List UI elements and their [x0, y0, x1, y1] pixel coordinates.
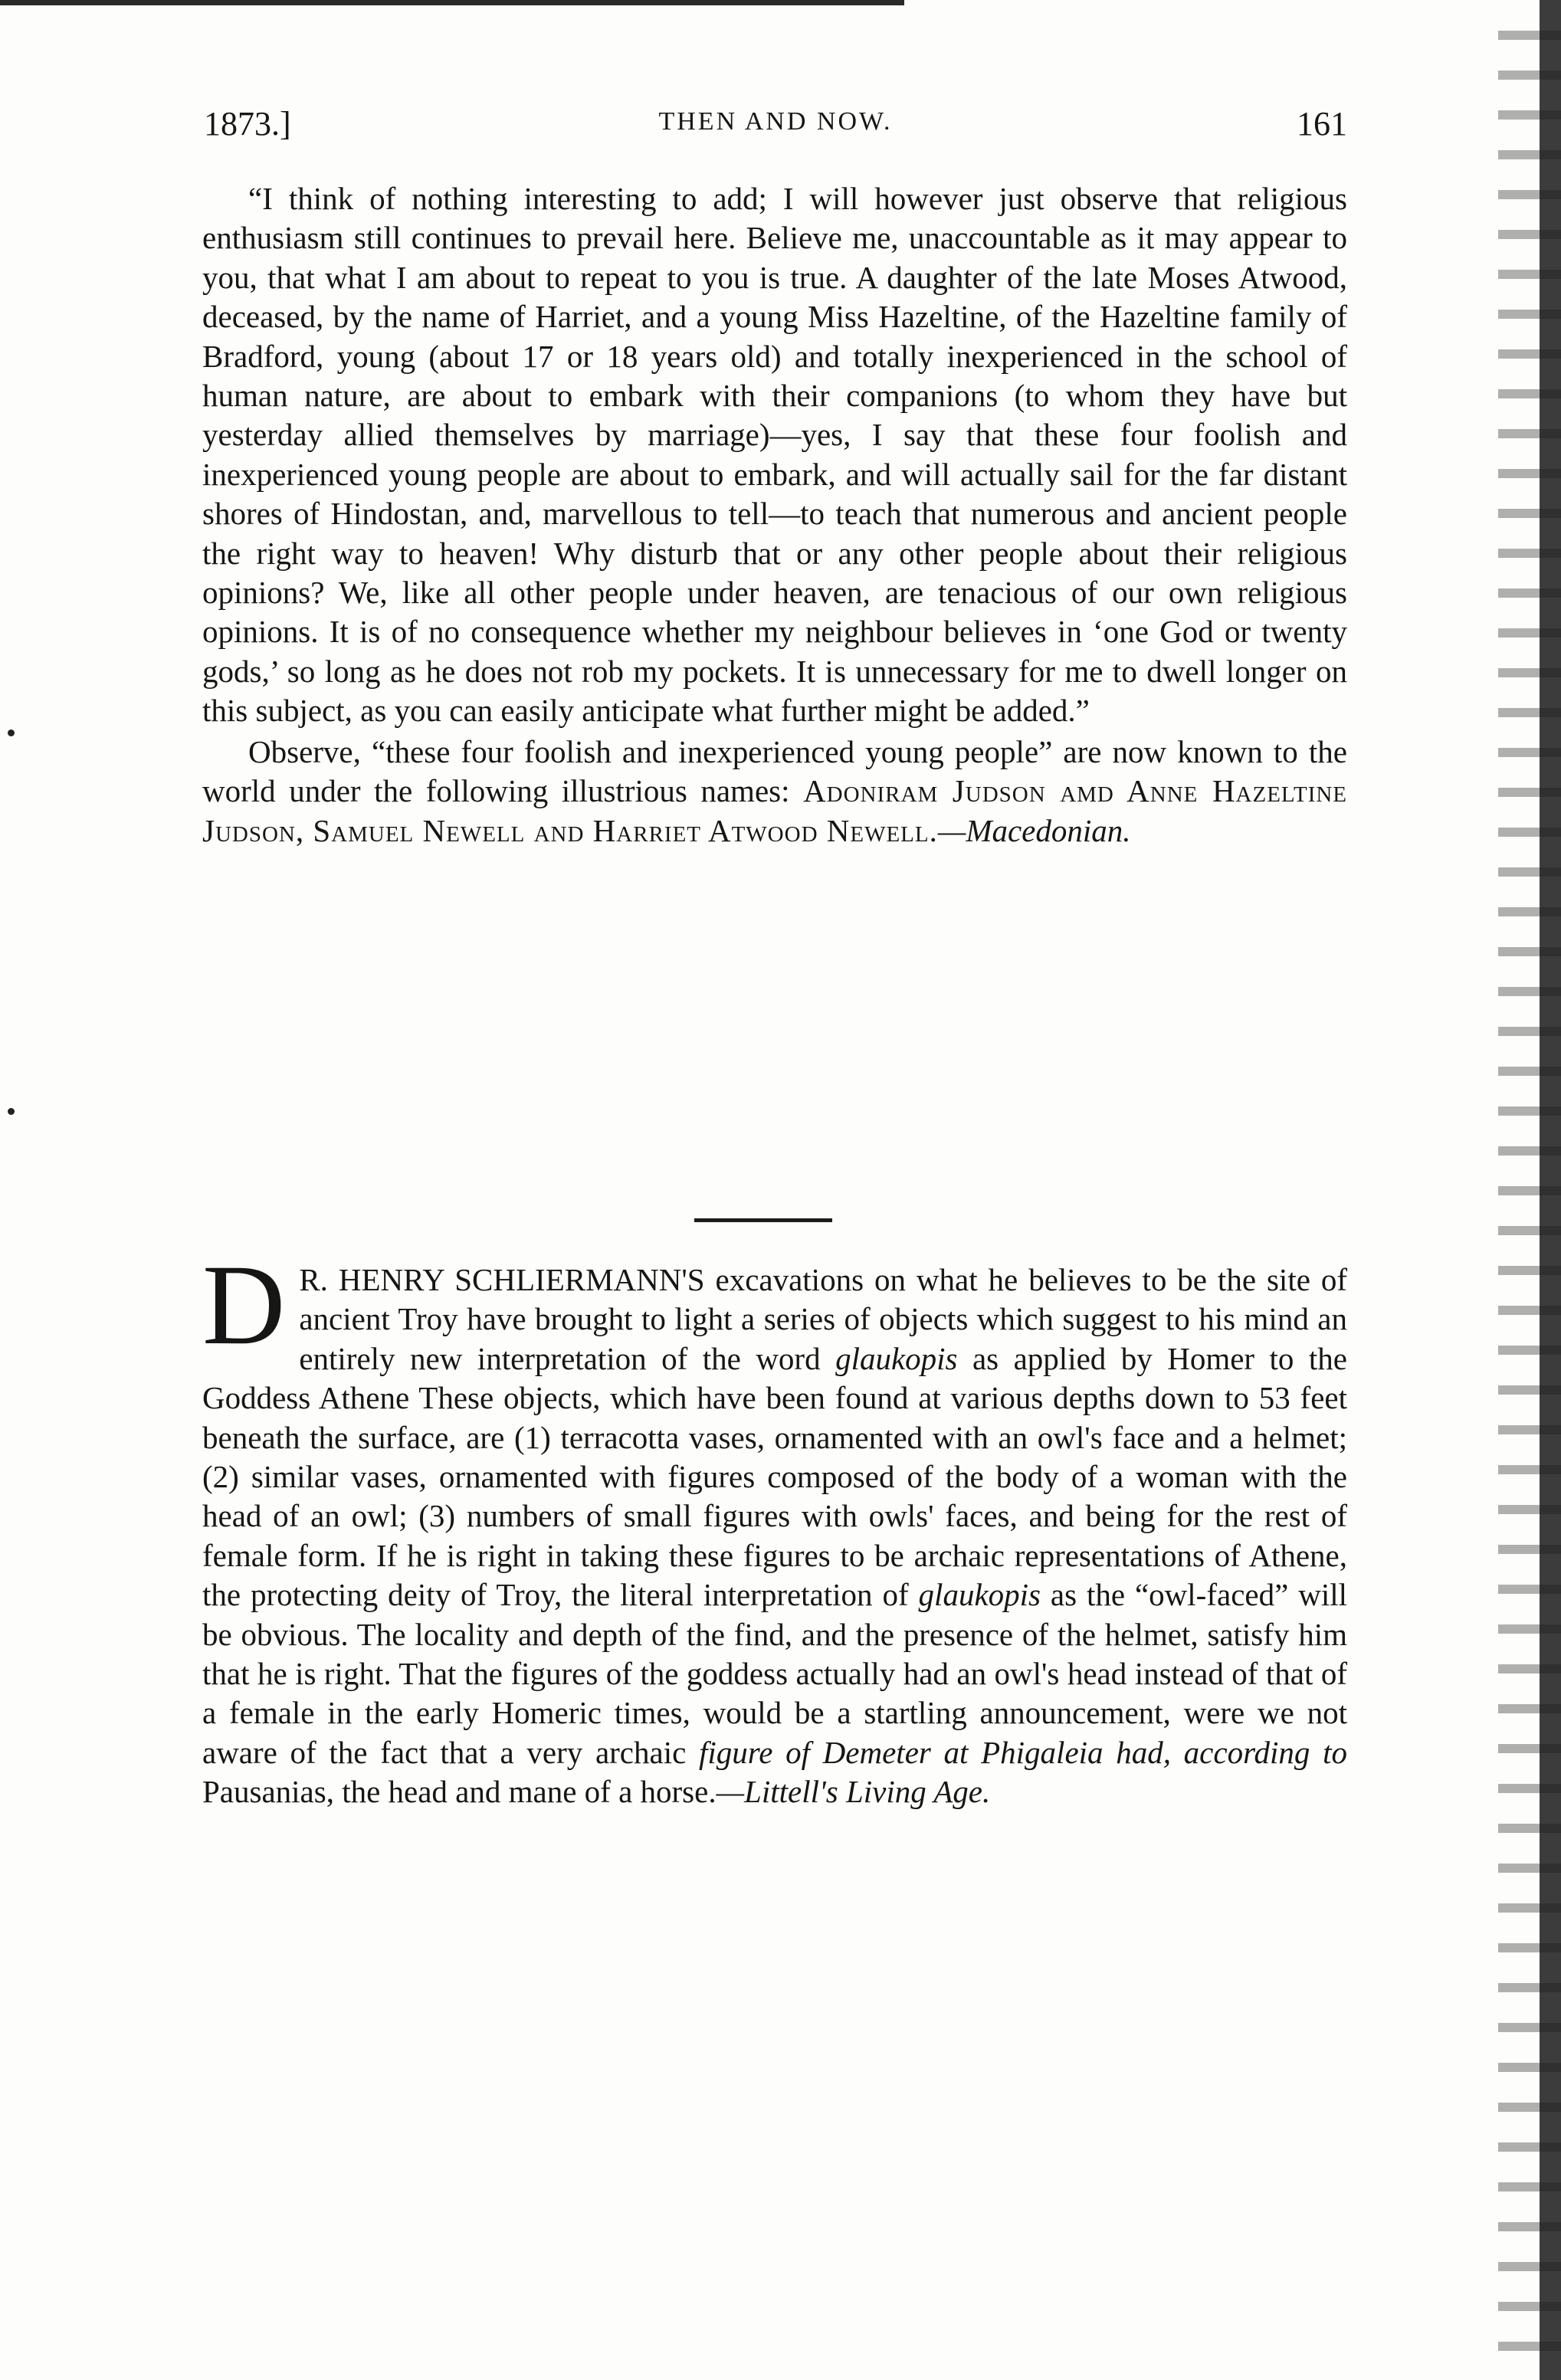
- page-number: 161: [1297, 105, 1347, 143]
- observe-paragraph: [202, 733, 1347, 851]
- text-segment-c: as the “owl-faced” will be obvious. The locality and depth of the find, and the presence of the helmet, satisfy him that he is right. That the figures of the goddess actually had an owl's head instead of that of a female in the early Homeric times, would be a startling announcement, were we not aware of the fact that a very archaic: [202, 1577, 1347, 1770]
- header-year: 1873.]: [204, 105, 291, 143]
- source-littells: —Littell's Living Age.: [716, 1774, 991, 1810]
- scanned-edge-shadow: [1540, 0, 1561, 2380]
- schliemann-paragraph: [202, 1241, 1347, 1812]
- text-segment-d: figure of Demeter at Phigaleia had, according to: [698, 1734, 1347, 1770]
- section-divider: [694, 1218, 832, 1222]
- observe-intro: Observe, “these four foolish and inexperienced young people” are now known to the world under the following illustrious names:: [202, 733, 1347, 809]
- margin-mark: [8, 1108, 15, 1115]
- letter-quote-paragraph: “I think of nothing interesting to add; I will however just observe that religious enthusiasm still continues to prevail here. Believe me, unaccountable as it may appear to you, that what I am about to repeat to you is true. A daughter of the late Moses Atwood, deceased, by the name of Harriet, and a young Miss Hazeltine, of the Hazeltine family of Bradford, young (about 17 or 18 years old) and totally inexperienced in the school of human nature, are about to embark with their companions (to whom they have but yesterday allied themselves by marriage)—yes, I say that these four foolish and inexperienced young people are about to embark, and will actually sail for the far distant shores of Hindostan, and, marvellous to tell—to teach that numerous and ancient people the right way to heaven! Why disturb that or any other people about their religious opinions? We, like all other people under heaven, are tenacious of our own religious opinions. It is of no consequence whether my neighbour believes in ‘one God or twenty gods,’ so long as he does not rob my pockets. It is unnecessary for me to dwell longer on this subject, as you can easily anticipate what further might be added.”: [202, 181, 1347, 729]
- term-glaukopis-1: glaukopis: [835, 1340, 958, 1376]
- missionary-names: Adoniram Judson amd Anne Hazeltine Judson, Samuel Newell and Harriet Atwood Newell.: [202, 773, 1348, 848]
- running-head: [204, 104, 1347, 150]
- term-glaukopis-2: glaukopis: [918, 1577, 1041, 1613]
- top-border-rule: [0, 0, 904, 5]
- text-segment-e: Pausanias, the head and mane of a horse.: [202, 1774, 717, 1810]
- drop-cap: D: [202, 1241, 286, 1369]
- source-macedonian: —Macedonian.: [937, 812, 1131, 848]
- margin-mark: [8, 729, 15, 736]
- header-title: THEN AND NOW.: [658, 107, 893, 136]
- text-segment-b: as applied by Homer to the Goddess Athene These objects, which have been found at various depths down to 53 feet beneath the surface, are (1) terracotta vases, ornamented with an owl's face and a helmet; (2) similar vases, ornamented with figures composed of the body of a woman with the head of an owl; (3) numbers of small figures with owls' faces, and being for the rest of female form. If he is right in taking these figures to be archaic representations of Athene, the protecting deity of Troy, the literal interpretation of: [202, 1340, 1347, 1613]
- text-segment-a: R. HENRY SCHLIERMANN'S excavations on what he believes to be the site of ancient Troy have brought to light a series of objects which suggest to his mind an entirely new interpretation of the word: [299, 1262, 1347, 1376]
- article-schliemann: [202, 1241, 1347, 1812]
- article-then-and-now: [202, 179, 1347, 851]
